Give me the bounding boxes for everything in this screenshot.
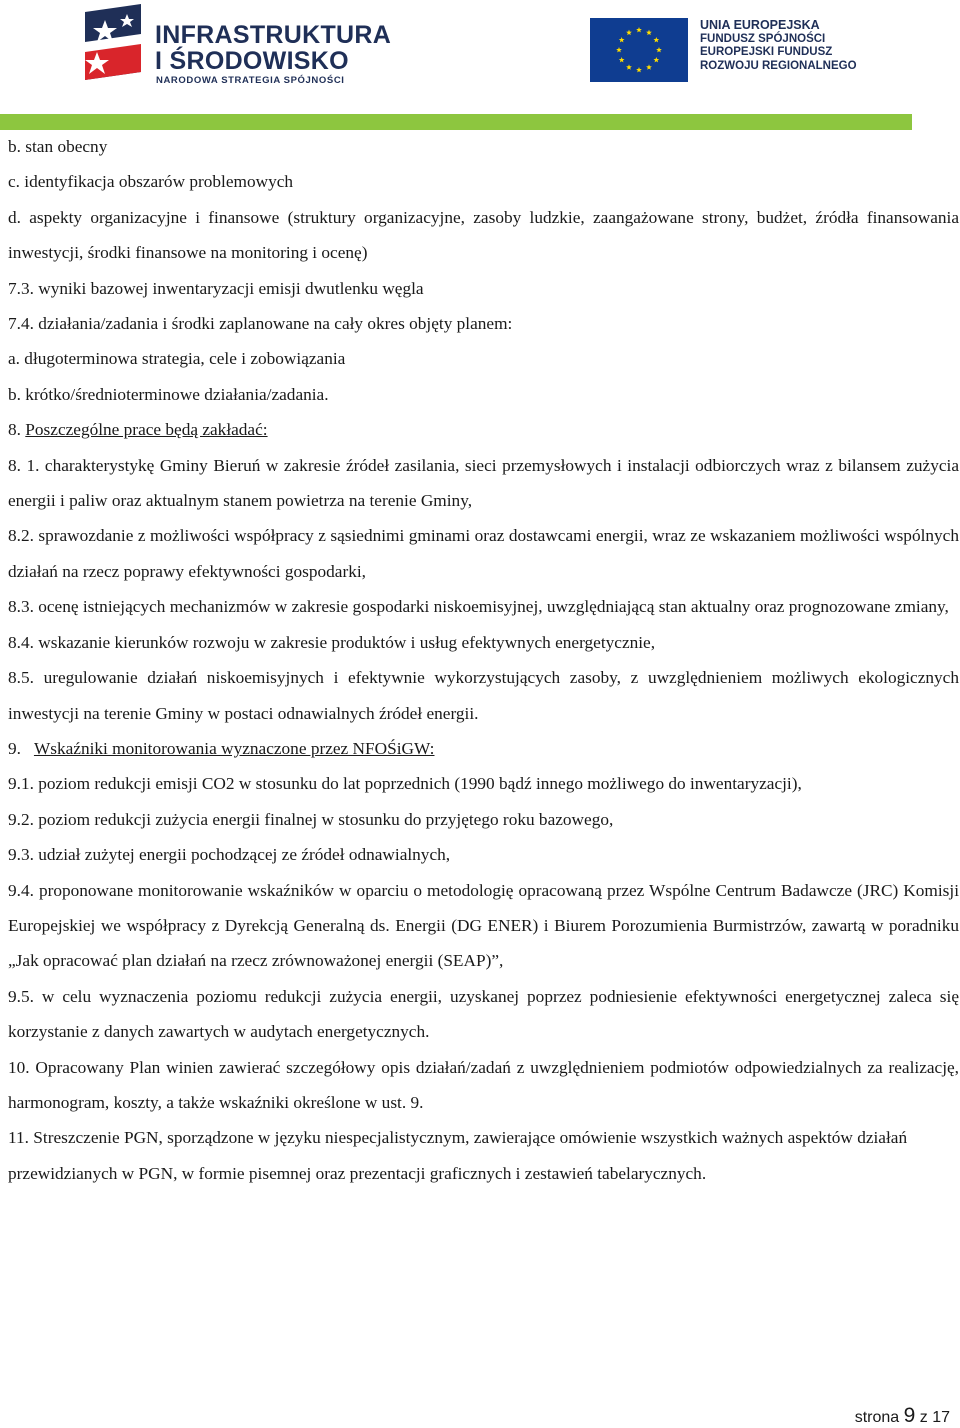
footer-sep: z (919, 1409, 928, 1426)
eu-logo-text: UNIA EUROPEJSKA FUNDUSZ SPÓJNOŚCI EUROPEJSKI FUNDUSZ ROZWOJU REGIONALNEGO (700, 18, 857, 72)
body-line: a. długoterminowa strategia, cele i zobowiązania (8, 349, 346, 369)
infrastruktura-srodowisko-logo (75, 2, 392, 88)
section-8-item: 8.5. uregulowanie działań niskoemisyjnych i efektywnie wykorzystujących zasoby, z uwzględnieniem możliwych ekologicznych inwestycji na terenie Gminy w postaci odnawialnych źródeł energii. (8, 668, 959, 723)
section-9-heading: 9. Wskaźniki monitorowania wyznaczone przez NFOŚiGW: (8, 738, 435, 758)
logo-title: INFRASTRUKTURA I ŚRODOWISKO (155, 21, 392, 75)
section-9-item: 9.3. udział zużytej energii pochodzącej ze źródeł odnawialnych, (8, 845, 451, 865)
section-10: 10. Opracowany Plan winien zawierać szczegółowy opis działań/zadań z uwzględnieniem podmiotów odpowiedzialnych za realizację, harmonogram, koszty, a także wskaźniki określone w ust. 9. (8, 1057, 959, 1112)
flag-stars-icon (75, 2, 153, 88)
section-9-item: 9.4. proponowane monitorowanie wskaźników w oparciu o metodologię opracowaną przez Wspólne Centrum Badawcze (JRC) Komisji Europejskiej we współpracy z Dyrekcją Generalną ds. Energii (DG ENER) i Biurem Porozumienia Burmistrzów, zawartą w poradniku „Jak opracować plan działań na rzecz zrównoważonej energii (SEAP)”, (8, 880, 959, 971)
eu-logo (590, 18, 890, 84)
footer-page-number: 9 (903, 1404, 916, 1427)
section-8-item: 8. 1. charakterystykę Gminy Bieruń w zakresie źródeł zasilania, sieci przemysłowych i instalacji odbiorczych wraz z bilansem zużycia energii i paliw oraz aktualnym stanem powietrza na terenie Gminy, (8, 455, 959, 511)
section-9-item: 9.1. poziom redukcji emisji CO2 w stosunku do lat poprzednich (1990 bądź innego możliwego do inwentaryzacji), (8, 774, 802, 794)
body-line: b. stan obecny (8, 137, 108, 156)
body-line: d. aspekty organizacyjne i finansowe (struktury organizacyjne, zasoby ludzkie, zaangażowane strony, budżet, źródła finansowania inwestycji, środki finansowe na monitoring i ocenę) (8, 207, 959, 263)
section-11: 11. Streszczenie PGN, sporządzone w języku niespecjalistycznym, zawierające omówienie wszystkich ważnych aspektów działań przewidzianych w PGN, w formie pisemnej oraz prezentacji graficznych i zestawień tabelarycznych. (8, 1128, 908, 1183)
section-9-item: 9.5. w celu wyznaczenia poziomu redukcji zużycia energii, uzyskanej poprzez podniesienie efektywności energetycznej zaleca się korzystanie z danych zawartych w audytach energetycznych. (8, 986, 959, 1042)
page-footer (855, 1404, 950, 1428)
body-line: 7.3. wyniki bazowej inwentaryzacji emisji dwutlenku węgla (8, 278, 424, 298)
footer-total: 17 (932, 1409, 950, 1426)
section-8-item: 8.2. sprawozdanie z możliwości współpracy z sąsiednimi gminami oraz dostawcami energii, wraz ze wskazaniem możliwości wspólnych działań na rzecz poprawy efektywności gospodarki, (8, 526, 959, 581)
body-line: 7.4. działania/zadania i środki zaplanowane na cały okres objęty planem: (8, 314, 513, 334)
section-8-heading: 8. Poszczególne prace będą zakładać: (8, 420, 268, 440)
header-green-bar (0, 114, 912, 130)
body-line: c. identyfikacja obszarów problemowych (8, 172, 294, 192)
body-line: b. krótko/średnioterminowe działania/zadania. (8, 384, 329, 404)
section-9-item: 9.2. poziom redukcji zużycia energii finalnej w stosunku do przyjętego roku bazowego, (8, 809, 614, 829)
document-body (8, 129, 959, 1191)
section-8-item: 8.4. wskazanie kierunków rozwoju w zakresie produktów i usług efektywnych energetycznie, (8, 632, 656, 652)
footer-prefix: strona (854, 1409, 900, 1426)
eu-flag-icon (590, 18, 688, 82)
logo-subtitle: NARODOWA STRATEGIA SPÓJNOŚCI (156, 75, 345, 86)
page-header (0, 0, 960, 132)
section-8-item: 8.3. ocenę istniejących mechanizmów w zakresie gospodarki niskoemisyjnej, uwzględniającą stan aktualny oraz prognozowane zmiany, (8, 597, 949, 617)
